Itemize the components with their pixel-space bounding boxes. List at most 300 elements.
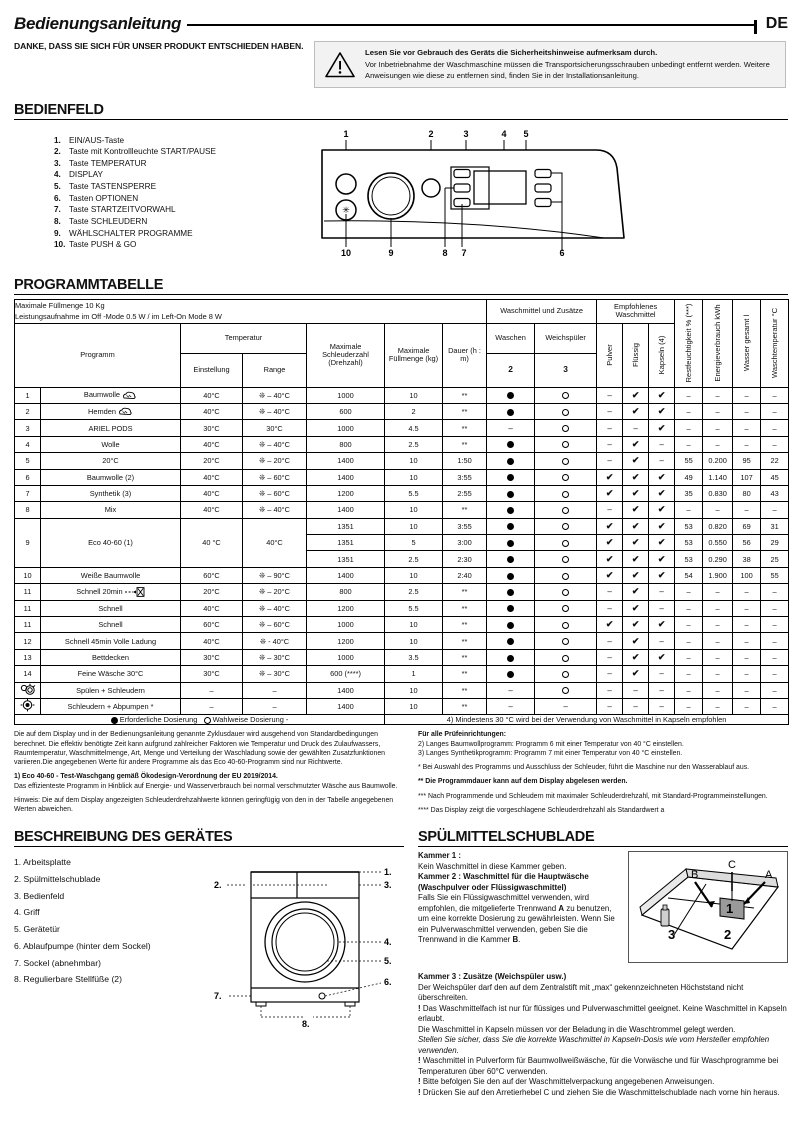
- row-temp-setting: 40°C: [181, 403, 243, 419]
- label-b: B: [512, 935, 519, 945]
- safety-warning-box: [314, 41, 786, 88]
- label-a: A: [558, 903, 565, 913]
- row-temp-setting: 20°C: [181, 584, 243, 600]
- check-mark: ✔: [657, 504, 666, 515]
- label-c-diagram: C: [728, 859, 736, 872]
- row-energy: 0.820: [703, 518, 733, 534]
- row-temp-range: ❊ – 20°C: [243, 584, 307, 600]
- row-moisture: –: [675, 649, 703, 665]
- list-item: [54, 193, 314, 205]
- list-item-number: 2.: [54, 147, 61, 157]
- footnote-triplestar: *** Nach Programmende und Schleudern mit maximaler Schleuderdrehzahl, mit Standard-Programmeinstellungen.: [418, 792, 768, 800]
- list-item: 1. Arbeitsplatte: [14, 857, 71, 868]
- rot-header-capsules: Kapseln (4): [649, 323, 675, 387]
- dash-mark: –: [607, 439, 612, 449]
- section-heading-description: BESCHREIBUNG DES GERÄTES: [14, 829, 404, 847]
- row-powder: [597, 600, 623, 616]
- rot-header-liquid: Flüssig: [623, 323, 649, 387]
- dot-required: [507, 458, 514, 465]
- warning-headline: Lesen Sie vor Gebrauch des Geräts die Sicherheitshinweise aufmerksam durch.: [365, 48, 658, 57]
- table-row: [15, 633, 789, 649]
- row-capsules: [649, 567, 675, 583]
- check-mark: ✔: [631, 651, 640, 662]
- row-liquid: [623, 567, 649, 583]
- dash-mark: –: [607, 423, 612, 433]
- drawer-note-5: Drücken Sie auf den Arretierhebel C und ziehen Sie die Waschmittelschublade nach vorne hin heraus.: [422, 1087, 780, 1097]
- list-item: [54, 216, 314, 228]
- row-max-spin: 600 (****): [307, 666, 385, 682]
- row-liquid: [623, 387, 649, 403]
- check-mark: ✔: [631, 553, 640, 564]
- table-row: [15, 698, 789, 714]
- row-energy: –: [703, 633, 733, 649]
- row-duration: 1:50: [443, 453, 487, 469]
- row-capsules: [649, 584, 675, 600]
- check-mark: ✔: [605, 537, 614, 548]
- row-duration: 3:00: [443, 535, 487, 551]
- row-wash-temp: 55: [761, 567, 789, 583]
- chamber3-title: Kammer 3 : Zusätze (Weichspüler usw.): [418, 972, 567, 982]
- row-duration: **: [443, 387, 487, 403]
- row-capsules: [649, 698, 675, 714]
- row-number: 14: [15, 666, 41, 682]
- dash-mark: –: [607, 407, 612, 417]
- sub-header-softener-num: 3: [535, 353, 597, 387]
- row-temp-range: ❊ – 40°C: [243, 502, 307, 518]
- callout-4: 4: [501, 129, 507, 140]
- row-duration: **: [443, 698, 487, 714]
- row-max-load: 5.5: [385, 600, 443, 616]
- dot-required: [507, 589, 514, 596]
- check-mark: ✔: [631, 537, 640, 548]
- list-item-label: DISPLAY: [69, 170, 103, 180]
- row-softener-dose: [535, 600, 597, 616]
- list-item: 7. Sockel (abnehmbar): [14, 957, 101, 968]
- row-liquid: [623, 420, 649, 436]
- desc-callout-8: 8.: [302, 1019, 310, 1030]
- row-wash-temp: –: [761, 387, 789, 403]
- row-energy: –: [703, 387, 733, 403]
- dot-required: [507, 491, 514, 498]
- row-moisture: 53: [675, 551, 703, 567]
- check-mark: ✔: [631, 570, 640, 581]
- row-capsules: [649, 403, 675, 419]
- dot-optional: [562, 589, 569, 596]
- rot-header-moisture: Restfeuchtigkeit % (***): [675, 300, 703, 387]
- list-item: [54, 204, 314, 216]
- row-wash-dose: [487, 584, 535, 600]
- dash-mark: –: [607, 702, 612, 712]
- check-mark: ✔: [631, 438, 640, 449]
- row-capsules: [649, 617, 675, 633]
- row-moisture: –: [675, 666, 703, 682]
- row-temp-range: ❊ – 40°C: [243, 403, 307, 419]
- row-max-load: 5.5: [385, 485, 443, 501]
- check-mark: ✔: [657, 389, 666, 400]
- row-water: –: [733, 502, 761, 518]
- row-max-load: 10: [385, 698, 443, 714]
- table-caption-line2: Leistungsaufnahme im Off -Mode 0.5 W / im Left-On Mode 8 W: [15, 312, 222, 322]
- row-duration: **: [443, 502, 487, 518]
- row-powder: [597, 420, 623, 436]
- detergent-drawer-diagram: [628, 851, 788, 968]
- row-wash-dose: [487, 387, 535, 403]
- check-mark: ✔: [605, 619, 614, 630]
- row-temp-range: ❊ – 60°C: [243, 617, 307, 633]
- list-item: 4. Griff: [14, 907, 40, 918]
- footnote-3: 3) Langes Synthetikprogramm: Programm 7 mit einer Temperatur von 40 °C einstellen.: [418, 749, 683, 757]
- row-max-load: 2.5: [385, 584, 443, 600]
- row-softener-dose: [535, 666, 597, 682]
- row-energy: 0.200: [703, 453, 733, 469]
- desc-callout-6: 6.: [384, 977, 392, 988]
- dot-optional: [562, 605, 569, 612]
- drawer-note-1: Die Waschmittel in Kapseln müssen vor der Beladung in die Waschtrommel gelegt werden.: [418, 1024, 736, 1034]
- row-temp-range: 30°C: [243, 420, 307, 436]
- row-max-spin: 1200: [307, 485, 385, 501]
- list-item-label: Taste TASTENSPERRE: [69, 182, 157, 192]
- row-powder: [597, 698, 623, 714]
- row-powder: [597, 535, 623, 551]
- row-water: –: [733, 600, 761, 616]
- group-header-recommended: Empfohlenes Waschmittel: [597, 300, 675, 323]
- row-water: 69: [733, 518, 761, 534]
- row-program-name: Synthetik (3): [41, 485, 181, 501]
- check-mark: ✔: [657, 619, 666, 630]
- row-temp-setting: 40°C: [181, 387, 243, 403]
- row-temp-range: –: [243, 698, 307, 714]
- row-max-load: 5: [385, 535, 443, 551]
- group-header-program: Programm: [15, 323, 181, 387]
- sub-header-softener: Weichspüler: [535, 323, 597, 353]
- sub-header-range: Range: [243, 353, 307, 387]
- list-item-label: Taste TEMPERATUR: [69, 158, 147, 168]
- row-temp-setting: 30°C: [181, 649, 243, 665]
- row-number: 11: [15, 617, 41, 633]
- table-row: [15, 387, 789, 403]
- dot-optional: [562, 540, 569, 547]
- row-water: –: [733, 420, 761, 436]
- row-capsules: [649, 600, 675, 616]
- dot-optional: [562, 474, 569, 481]
- row-water: –: [733, 617, 761, 633]
- group-header-max-load: Maximale Füllmenge (kg): [385, 323, 443, 387]
- row-duration: **: [443, 600, 487, 616]
- row-moisture: –: [675, 420, 703, 436]
- row-wash-temp: –: [761, 617, 789, 633]
- row-capsules: [649, 387, 675, 403]
- label-b-diagram: B: [691, 869, 699, 882]
- section-heading-control-panel: BEDIENFELD: [14, 102, 788, 120]
- row-powder: [597, 682, 623, 698]
- dot-required: [507, 556, 514, 563]
- row-number: 2: [15, 403, 41, 419]
- row-water: –: [733, 649, 761, 665]
- row-softener-dose: [535, 403, 597, 419]
- row-water: –: [733, 584, 761, 600]
- desc-callout-1: 1.: [384, 867, 392, 878]
- control-panel-legend-list: [14, 135, 314, 256]
- sub-header-wash-num: 2: [487, 353, 535, 387]
- check-mark: ✔: [605, 488, 614, 499]
- check-mark: ✔: [657, 471, 666, 482]
- callout-7: 7: [461, 248, 467, 259]
- row-temp-setting: 20°C: [181, 453, 243, 469]
- row-liquid: [623, 403, 649, 419]
- dash-mark: –: [659, 439, 664, 449]
- language-code: DE: [765, 15, 788, 32]
- footnote-star: * Bei Auswahl des Programms und Ausschluss der Schleuder, führt die Maschine nur den Wasserablauf aus.: [418, 764, 750, 772]
- row-max-load: 1: [385, 666, 443, 682]
- row-capsules: [649, 518, 675, 534]
- row-capsules: [649, 535, 675, 551]
- footnote-duration: Die auf dem Display und in der Bedienungsanleitung genannte Zyklusdauer wird ausgehend von Standardbedingungen berechnet. Die effektiv benötigte Zeit kann aufgrund zahlreicher Faktoren wie Temperatur und Druck des Zulaufwassers, Raumtemperatur, Waschmittelmenge, Art, Menge und Verteilung der Waschladung sowie der gewählten Zusatzfunktionen variieren.Die angegebenen Werte für andere Programme als das Eco 40-60-Programm sind nur Richtwerte.: [14, 731, 386, 767]
- row-liquid: [623, 584, 649, 600]
- dot-optional: [562, 507, 569, 514]
- table-row: [15, 436, 789, 452]
- description-list: [14, 854, 209, 1034]
- check-mark: ✔: [605, 520, 614, 531]
- legend-optional: Wahlweise Dosierung -: [212, 715, 289, 725]
- dash-mark: –: [607, 652, 612, 662]
- check-mark: ✔: [631, 471, 640, 482]
- legend-footnote4: 4) Mindestens 30 °C wird bei der Verwendung von Waschmittel in Kapseln empfohlen: [446, 715, 727, 725]
- row-softener-dose: [535, 649, 597, 665]
- row-max-load: 10: [385, 617, 443, 633]
- row-wash-temp: –: [761, 633, 789, 649]
- callout-6: 6: [559, 248, 565, 259]
- row-liquid: [623, 600, 649, 616]
- check-mark: ✔: [631, 406, 640, 417]
- rot-header-energy: Energieverbrauch kWh: [703, 300, 733, 387]
- dot-required: [507, 474, 514, 481]
- row-wash-temp: 22: [761, 453, 789, 469]
- row-number: 10: [15, 567, 41, 583]
- row-max-load: 3.5: [385, 649, 443, 665]
- dash-mark: –: [607, 669, 612, 679]
- list-item: [54, 169, 314, 181]
- header-rule: [187, 24, 757, 26]
- row-powder: [597, 502, 623, 518]
- row-number: 11: [15, 584, 41, 600]
- row-wash-dose: [487, 420, 535, 436]
- row-powder: [597, 387, 623, 403]
- row-wash-temp: 31: [761, 518, 789, 534]
- row-temp-range: ❊ - 40°C: [243, 633, 307, 649]
- row-powder: [597, 485, 623, 501]
- row-program-name: Bettdecken: [41, 649, 181, 665]
- page-title: Bedienungsanleitung: [14, 14, 182, 33]
- list-item-label: Taste PUSH & GO: [69, 240, 137, 250]
- dash-mark: –: [508, 702, 513, 712]
- row-wash-temp: –: [761, 584, 789, 600]
- dash-mark: –: [659, 702, 664, 712]
- check-mark: ✔: [657, 570, 666, 581]
- dot-required: [507, 540, 514, 547]
- row-max-spin: 1400: [307, 698, 385, 714]
- row-wash-dose: [487, 518, 535, 534]
- check-mark: ✔: [605, 570, 614, 581]
- row-number: 9: [15, 518, 41, 567]
- check-mark: ✔: [631, 668, 640, 679]
- row-softener-dose: [535, 633, 597, 649]
- row-wash-dose: [487, 600, 535, 616]
- row-temp-setting: 40 °C: [181, 518, 243, 567]
- dot-optional: [562, 655, 569, 662]
- dash-mark: –: [508, 423, 513, 433]
- row-wash-dose: [487, 436, 535, 452]
- row-number: 3: [15, 420, 41, 436]
- row-water: 38: [733, 551, 761, 567]
- row-max-spin: 1000: [307, 387, 385, 403]
- list-item: [54, 146, 314, 158]
- row-wash-dose: [487, 666, 535, 682]
- row-duration: **: [443, 617, 487, 633]
- row-moisture: 49: [675, 469, 703, 485]
- row-water: 100: [733, 567, 761, 583]
- dash-mark: –: [508, 685, 513, 695]
- row-liquid: [623, 469, 649, 485]
- footnote-quadstar: **** Das Display zeigt die vorgeschlagene Schleuderdrehzahl als Standardwert a: [418, 806, 665, 814]
- table-caption-line1: Maximale Füllmenge 10 Kg: [15, 301, 105, 311]
- list-item: [54, 158, 314, 170]
- desc-callout-2: 2.: [214, 880, 222, 891]
- row-max-spin: 1000: [307, 649, 385, 665]
- row-max-spin: 1000: [307, 617, 385, 633]
- list-item-number: 8.: [54, 217, 61, 226]
- row-powder: [597, 403, 623, 419]
- row-capsules: [649, 469, 675, 485]
- dash-mark: –: [633, 423, 638, 433]
- row-powder: [597, 633, 623, 649]
- row-max-spin: 1400: [307, 567, 385, 583]
- row-capsules: [649, 682, 675, 698]
- row-temp-setting: 40°C: [181, 502, 243, 518]
- section-heading-drawer: SPÜLMITTELSCHUBLADE: [418, 829, 788, 847]
- row-temp-range: ❊ – 90°C: [243, 567, 307, 583]
- table-row: [15, 682, 789, 698]
- row-temp-range: ❊ – 60°C: [243, 469, 307, 485]
- row-liquid: [623, 518, 649, 534]
- group-header-max-spin: Maximale Schleuderzahl (Drehzahl): [307, 323, 385, 387]
- dot-optional: [562, 556, 569, 563]
- desc-callout-7: 7.: [214, 991, 222, 1002]
- row-liquid: [623, 502, 649, 518]
- row-moisture: –: [675, 502, 703, 518]
- row-moisture: –: [675, 633, 703, 649]
- row-temp-range: ❊ – 30°C: [243, 649, 307, 665]
- check-mark: ✔: [631, 455, 640, 466]
- row-max-spin: 1400: [307, 502, 385, 518]
- row-wash-temp: –: [761, 502, 789, 518]
- dot-required: [507, 655, 514, 662]
- check-mark: ✔: [631, 635, 640, 646]
- row-wash-temp: –: [761, 420, 789, 436]
- list-item-label: EIN/AUS-Taste: [69, 135, 125, 145]
- check-mark: ✔: [657, 553, 666, 564]
- dash-mark: –: [607, 390, 612, 400]
- list-item-number: 10.: [54, 240, 66, 250]
- dot-optional: [562, 671, 569, 678]
- row-energy: –: [703, 502, 733, 518]
- list-item-label: Taste STARTZEITVORWAHL: [69, 205, 176, 215]
- row-water: –: [733, 666, 761, 682]
- dash-mark: –: [633, 702, 638, 712]
- row-duration: 3:55: [443, 469, 487, 485]
- row-moisture: –: [675, 387, 703, 403]
- row-capsules: [649, 436, 675, 452]
- row-softener-dose: [535, 698, 597, 714]
- dash-mark: –: [607, 636, 612, 646]
- callout-3: 3: [463, 129, 469, 140]
- check-mark: ✔: [657, 651, 666, 662]
- row-max-spin: 1400: [307, 682, 385, 698]
- group-header-temperature: Temperatur: [181, 323, 307, 353]
- page-header: [14, 14, 788, 34]
- dash-mark: –: [633, 685, 638, 695]
- row-wash-temp: –: [761, 436, 789, 452]
- manual-page: Bedienungsanleitung DE DANKE, DASS SIE SICH FÜR UNSER PRODUKT ENTSCHIEDEN HABEN. Lesen Sie vor Gebrauch des Geräts die Sicherheitshinweise aufmerksam durch. Vor Inbetriebnahme der Waschmaschine müssen die Transportsicherungsschrauben unbedingt entfernt werden. Weitere Anweisungen wie diese zu entfernen sind, finden Sie in der Installationsanleitung. BEDIENFELD 1. EIN/AUS-Taste 2. Taste mit Kontrollleuchte START/PAUSE 3. Taste TEMPERATUR 4. DISPLAY 5. Taste TASTENSPERRE 6. Tasten OPTIONEN 7. Taste STARTZEITVORWAHL 8. Taste SCHLEUDERN 9. WÄHLSCHALTER PROGRAMME 10. Taste PUSH & GO 1 2 3 4 5 ✳ 10 9 8 7 6 PROGRAMMTABELLE Maximale Füllmenge 10 Kg Leistungsaufnahme im Off -Mode 0.5 W / im Left-On Mode 8 W Waschmittel und Zusätze Empfohlenes Waschmittel Restfeuchtigkeit % (***) Energieverbrauch kWh Wasser gesamt l Waschtemperatur °C Programm Temperatur Maximale Schleuderzahl (Drehzahl) Maximale Füllmenge (kg) Dauer (h : m) Waschen Weichspüler Pulver Flüssig Kapseln (4) Einstellung Range 2 3 1 Baumwolle 40°C ❊ – 40°C 1000 10 ** – ✔ ✔ – – – – 2 Hemden 40°C ❊ – 40°C 600 2 ** – ✔ ✔ – – – – 3 ARIEL PODS 30°C 30°C 1000 4.5 ** – – – ✔ – – – – 4 Wolle 40°C ❊ – 40°C 800 2.5 ** – ✔ – – – – – 5 20°C 20°C ❊ – 20°C 1400 10 1:50 – ✔ – 55 0.200 95 22 6 Baumwolle (2) 40°C ❊ – 60°C 1400 10 3:55 ✔ ✔ ✔ 49 1.140 107 45 7 Synthetik (3) 40°C ❊ – 60°C 1200 5.5 2:55 ✔ ✔ ✔ 35 0.830 80 43 8 Mix 40°C ❊ – 40°C 1400 10 ** – ✔ ✔ – – – – 9 Eco 40-60 (1) 40 °C 40°C 1351 10 3:55 ✔ ✔ ✔ 53 0.820 69 31 1351 5 3:00 ✔ ✔ ✔ 53 0.550 56 29 1351 2.5 2:30 ✔ ✔ ✔ 53 0.290 38 25 10 Weiße Baumwolle 60°C ❊ – 90°C 1400 10 2:40 ✔ ✔ ✔ 54 1.900 100 55 11 Schnell 20min 20°C ❊ – 20°C 800 2.5 ** – ✔ – – – – – 11 Schnell 40°C ❊ – 40°C 1200 5.5 ** – ✔ – – – – – 11 Schnell 60°C ❊ – 60°C 1000 10 ** ✔ ✔ ✔ – – – – 12 Schnell 45min Volle Ladung 40°C ❊ - 40°C 1200 10 ** – ✔ – – – – – 13 Bettdecken 30°C ❊ – 30°C 1000 3.5 ** – ✔ ✔ – – – – 14 Feine Wäsche 30°C 30°C ❊ – 30°C 600 (****) 1 ** – ✔ – – – – – Spülen + Schleudern – – 1400 10 ** – – – – – – – – Schleudern + Abpumpen * – – 1400 10 ** – – – – – – – – – Erforderliche Dosierung Wahlweise Dosierung - 4) Mindestens 30 °C wird bei der Verwendung von Waschmittel in Kapseln empfohlen Die auf dem Display und in der Bedienungsanleitung genannte Zyklusdauer wird ausgehend von Standardbedingungen berechnet. Die effektiv benötigte Zeit kann aufgrund zahlreicher Faktoren wie Temperatur und Druck des Zulaufwassers, Raumtemperatur, Waschmittelmenge, Art, Menge und Verteilung der Waschladung sowie der gewählten Zusatzfunktionen variieren.Die angegebenen Werte für andere Programme als das Eco 40-60-Programm sind nur Richtwerte. 1) Eco 40-60 - Test-Waschgang gemäß Ökodesign-Verordnung der EU 2019/2014. Das effizienteste Programm in Hinblick auf Energie- und Wasserverbrauch bei normal verschmutzter Wäsche aus Baumwolle. Hinweis: Die auf dem Display angezeigten Schleuderdrehzahlwerte können geringfügig von den in der Tabelle angegebenen Werten abweichen. Für alle Prüfeinrichtungen: 2) Langes Baumwollprogramm: Programm 6 mit einer Temperatur von 40 °C einstellen. 3) Langes Synthetikprogramm: Programm 7 mit einer Temperatur von 40 °C einstellen. * Bei Auswahl des Programms und Ausschluss der Schleuder, führt die Maschine nur den Wasserablauf aus. ** Die Programmdauer kann auf dem Display abgelesen werden. *** Nach Programmende und Schleudern mit maximaler Schleuderdrehzahl, mit Standard-Programmeinstellungen. **** Das Display zeigt die vorgeschlagene Schleuderdrehzahl als Standardwert a BESCHREIBUNG DES GERÄTES 1. Arbeitsplatte 2. Spülmittelschublade 3. Bedienfeld 4. Griff 5. Gerätetür 6. Ablaufpumpe (hinter dem Sockel) 7. Sockel (abnehmbar) 8. Regulierbare Stellfüße (2) 1. 2. 3. 4. 5. 6. 7. 8. SPÜLMITTELSCHUBLADE Kammer 1 : Kein Waschmittel in diese Kammer geben. Kammer 2 : Waschmittel für die Hauptwäsche (Waschpulver oder Flüssigwaschmittel) Falls Sie ein Flüssigwaschmittel verwenden, wird empfohlen, die mitgelieferte Trennwand A zu benutzen, um eine korrekte Dosierung zu gewährleisten. Wenn Sie ein Pulverwaschmittel verwenden, geben Sie die Trennwand in die Kammer B. 1 2 3 C B A Kammer 3 : Zusätze (Weichspüler usw.) Der Weichspüler darf den auf dem Zentralstift mit „max“ gekennzeichneten Höchststand nicht überschreiten. ! Das Waschmittelfach ist nur für flüssiges und Pulverwaschmittel geeignet. Keine Waschmittel in Kapseln erlaubt. Die Waschmittel in Kapseln müssen vor der Beladung in die Waschtrommel gelegt werden. Stellen Sie sicher, dass Sie die korrekte Waschmittel in Kapseln-Dosis wie vom Hersteller empfohlen verwenden. ! Waschmittel in Pulverform für Baumwollweißwäsche, für die Vorwäsche und für Waschprogramme bei Temperaturen über 60°C verwenden. ! Bitte befolgen Sie den auf der Waschmittelverpackung angegebenen Anweisungen. ! Drücken Sie auf den Arretierhebel C und ziehen Sie die Waschmittelschublade nach vorne hin heraus.: [14, 14, 788, 1097]
- row-energy: –: [703, 420, 733, 436]
- dash-mark: –: [607, 587, 612, 597]
- row-capsules: [649, 649, 675, 665]
- dash-mark: –: [659, 669, 664, 679]
- check-mark: ✔: [657, 488, 666, 499]
- row-water: –: [733, 387, 761, 403]
- list-item: 5. Gerätetür: [14, 924, 60, 935]
- check-mark: ✔: [631, 586, 640, 597]
- row-wash-dose: [487, 403, 535, 419]
- row-wash-dose: [487, 698, 535, 714]
- row-temp-setting: 60°C: [181, 567, 243, 583]
- row-max-load: 2.5: [385, 551, 443, 567]
- row-softener-dose: [535, 387, 597, 403]
- row-max-spin: 600: [307, 403, 385, 419]
- row-powder: [597, 551, 623, 567]
- callout-9: 9: [388, 248, 394, 259]
- row-temp-range: ❊ – 60°C: [243, 485, 307, 501]
- row-softener-dose: [535, 535, 597, 551]
- row-softener-dose: [535, 551, 597, 567]
- row-max-load: 2.5: [385, 436, 443, 452]
- list-item-label: WÄHLSCHALTER PROGRAMME: [69, 228, 193, 238]
- row-energy: –: [703, 649, 733, 665]
- dot-optional: [562, 491, 569, 498]
- row-wash-dose: [487, 649, 535, 665]
- row-max-load: 10: [385, 502, 443, 518]
- row-max-load: 10: [385, 567, 443, 583]
- row-softener-dose: [535, 617, 597, 633]
- row-liquid: [623, 485, 649, 501]
- row-max-spin: 1400: [307, 453, 385, 469]
- callout-8: 8: [442, 248, 448, 259]
- row-number: 11: [15, 600, 41, 616]
- list-item-label: Taste SCHLEUDERN: [69, 217, 148, 226]
- row-program-name: Weiße Baumwolle: [41, 567, 181, 583]
- dot-required: [507, 507, 514, 514]
- drawer-note-2: Stellen Sie sicher, dass Sie die korrekte Waschmittel in Kapseln-Dosis wie vom Hersteller empfohlen verwenden.: [418, 1035, 770, 1055]
- list-item-label: Taste mit Kontrollleuchte START/PAUSE: [69, 147, 216, 157]
- row-powder: [597, 436, 623, 452]
- row-program-name: Baumwolle (2): [41, 469, 181, 485]
- row-softener-dose: [535, 502, 597, 518]
- row-duration: **: [443, 649, 487, 665]
- row-wash-dose: [487, 633, 535, 649]
- row-softener-dose: [535, 682, 597, 698]
- chamber-number-2: 2: [724, 927, 732, 943]
- check-mark: ✔: [631, 488, 640, 499]
- row-max-spin: 1200: [307, 600, 385, 616]
